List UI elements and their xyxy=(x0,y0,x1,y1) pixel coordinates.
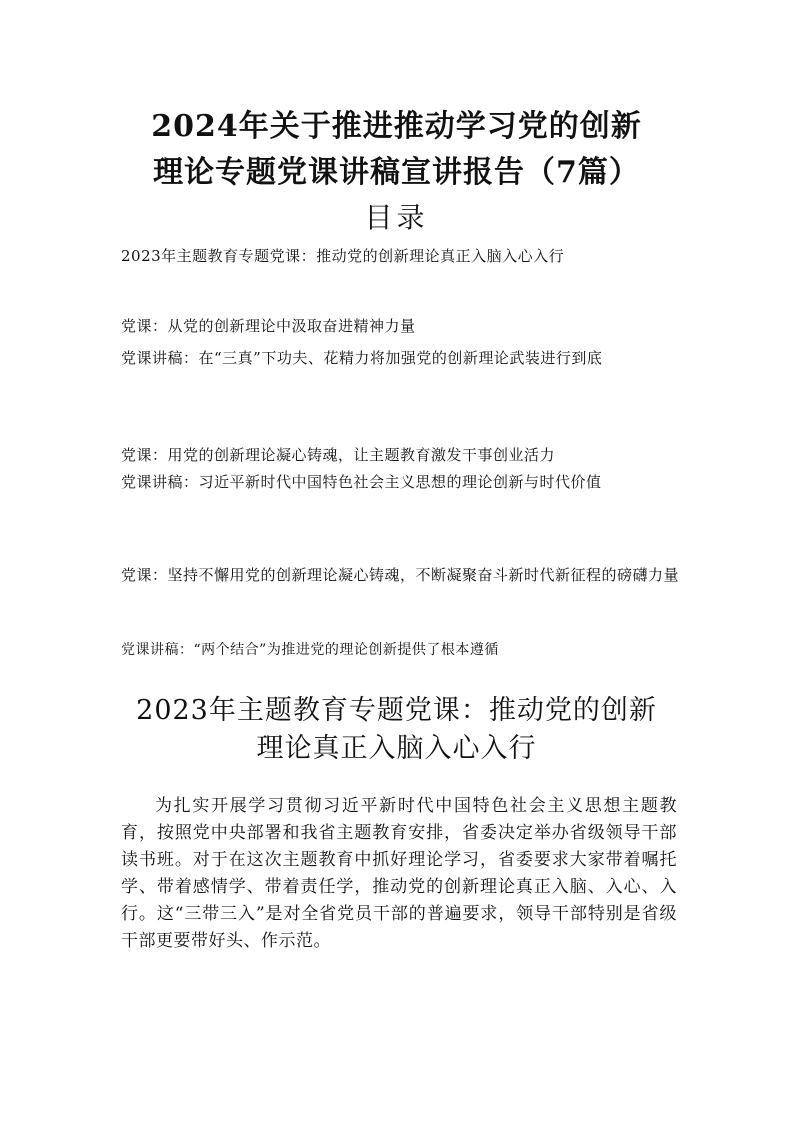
toc-item-6: 党课：坚持不懈用党的创新理论凝心铸魂，不断凝聚奋斗新时代新征程的磅礴力量 xyxy=(121,566,680,584)
toc-item-1: 2023年主题教育专题党课：推动党的创新理论真正入脑入心入行 xyxy=(121,247,565,265)
document-title-line-1: 2024年关于推进推动学习党的创新 xyxy=(151,109,642,144)
toc-item-2: 党课：从党的创新理论中汲取奋进精神力量 xyxy=(121,317,416,335)
document-title xyxy=(100,104,693,196)
toc-item-4: 党课：用党的创新理论凝心铸魂，让主题教育激发干事创业活力 xyxy=(121,446,556,464)
toc-item-5: 党课讲稿：习近平新时代中国特色社会主义思想的理论创新与时代价值 xyxy=(121,473,602,491)
document-title-line-2: 理论专题党课讲稿宣讲报告（7篇） xyxy=(153,155,640,190)
section-title-line-1: 2023年主题教育专题党课：推动党的创新 xyxy=(136,695,657,726)
section-title-line-2: 理论真正入脑入心入行 xyxy=(256,733,537,764)
toc-item-3: 党课讲稿：在“三真”下功夫、花精力将加强党的创新理论武装进行到底 xyxy=(121,349,603,367)
toc-heading: 目录 xyxy=(364,201,429,234)
toc-item-7: 党课讲稿：“两个结合”为推进党的理论创新提供了根本遵循 xyxy=(121,642,499,658)
body-paragraph: 为扎实开展学习贯彻习近平新时代中国特色社会主义思想主题教育，按照党中央部署和我省主题教育安排，省委决定举办省级领导干部读书班。对于在这次主题教育中抓好理论学习，省委要求大家带着嘱托学、带着感情学、带着责任学，推动党的创新理论真正入脑、入心、入行。这“三带三入”是对全省党员干部的普遍要求，领导干部特别是省级干部更要带好头、作示范。 xyxy=(121,796,677,951)
section-title xyxy=(100,692,693,768)
